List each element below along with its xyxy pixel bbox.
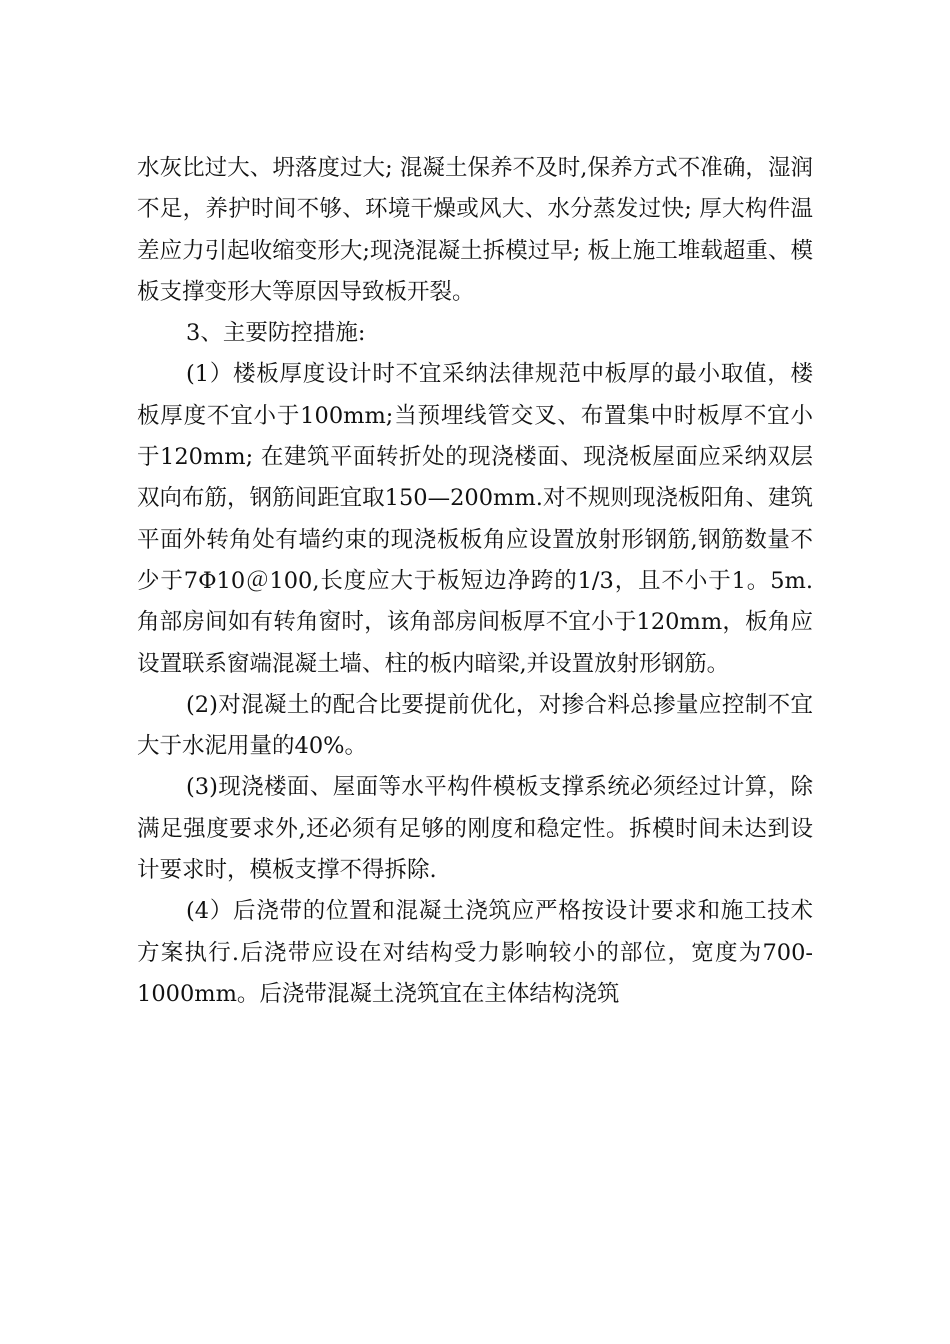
paragraph-measure-1: (1）楼板厚度设计时不宜采纳法律规范中板厚的最小取值，楼板厚度不宜小于100mm;当预埋线管交叉、布置集中时板厚不宜小于120mm; 在建筑平面转折处的现浇楼面、现浇板屋面应采纳双层双向布筋，钢筋间距宜取150—200mm.对不规则现浇板阳角、建筑平面外转角处有墙约束的现浇板板角应设置放射形钢筋,钢筋数量不少于7Φ10＠100,长度应大于板短边净跨的1/3，且不小于1。5m.角部房间如有转角窗时，该角部房间板厚不宜小于120mm，板角应设置联系窗端混凝土墙、柱的板内暗梁,并设置放射形钢筋。 xyxy=(137,361,813,677)
document-body xyxy=(137,148,813,1015)
section-heading-measures: 3、主要防控措施: xyxy=(186,320,366,347)
paragraph-continuation: 水灰比过大、坍落度过大; 混凝土保养不及时,保养方式不准确，湿润不足，养护时间不够、环境干燥或风大、水分蒸发过快; 厚大构件温差应力引起收缩变形大;现浇混凝土拆模过早; 板上施工堆载超重、模板支撑变形大等原因导致板开裂。 xyxy=(137,155,813,305)
paragraph-measure-2: (2)对混凝土的配合比要提前优化，对掺合料总掺量应控制不宜大于水泥用量的40%。 xyxy=(137,691,813,760)
paragraph-measure-3: (3)现浇楼面、屋面等水平构件模板支撑系统必须经过计算，除满足强度要求外,还必须有足够的刚度和稳定性。拆模时间未达到设计要求时，模板支撑不得拆除. xyxy=(137,774,813,884)
paragraph-measure-4: (4）后浇带的位置和混凝土浇筑应严格按设计要求和施工技术方案执行.后浇带应设在对结构受力影响较小的部位，宽度为700-1000mm。后浇带混凝土浇筑宜在主体结构浇筑 xyxy=(137,898,813,1007)
